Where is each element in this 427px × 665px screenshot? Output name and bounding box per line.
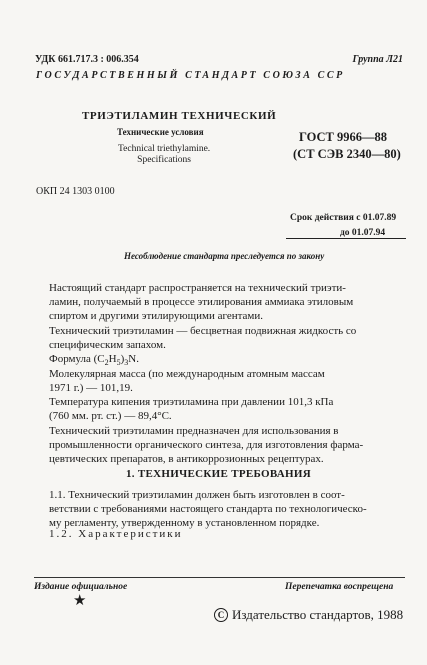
paragraph-scope xyxy=(34,281,405,323)
validity-underline xyxy=(286,238,406,239)
text-line: цевтических препаратов, в антикоррозионных рецептурах. xyxy=(49,453,324,465)
text-line: специфическим запахом. xyxy=(49,339,166,351)
chemical-formula: Формула $(C_2H_5)_3N$. xyxy=(49,353,139,368)
validity-to: до 01.07.94 xyxy=(340,228,386,238)
text-line: ламин, получаемый в процессе этилирования аммиака этиловым xyxy=(49,296,354,308)
text-line: Настоящий стандарт распространяется на технический триэти- xyxy=(49,282,346,294)
footer-divider xyxy=(34,577,405,578)
text-line: (760 мм. рт. ст.) — 89,4°С. xyxy=(49,410,172,422)
text-line: Технический триэтиламин предназначен для использования в xyxy=(49,425,339,437)
english-title: Technical triethylamine. Specifications xyxy=(118,144,211,165)
document-subtitle: Технические условия xyxy=(117,127,204,137)
group-code: Группа Л21 xyxy=(352,54,403,65)
paragraph-1-1 xyxy=(34,488,405,530)
standard-banner: ГОСУДАРСТВЕННЫЙ СТАНДАРТ СОЮЗА ССР xyxy=(36,70,345,81)
text-line: спиртом и другими этилирующими агентами. xyxy=(49,310,264,322)
violation-notice: Несоблюдение стандарта преследуется по закону xyxy=(124,251,325,261)
text-line: 1.1. Технический триэтиламин должен быть изготовлен в соот- xyxy=(49,489,345,501)
validity-from: Срок действия с 01.07.89 xyxy=(290,213,397,223)
text-line: му регламенту, утвержденному в установленном порядке. xyxy=(49,517,320,529)
reprint-prohibited-label: Перепечатка воспрещена xyxy=(285,582,394,592)
st-sev-number: (СТ СЭВ 2340—80) xyxy=(293,147,401,161)
text-line: Температура кипения триэтиламина при давлении 101,3 кПа xyxy=(49,396,334,408)
official-edition-label: Издание официальное xyxy=(34,582,128,592)
paragraph-description xyxy=(34,324,405,352)
paragraph-boiling-point xyxy=(34,395,405,423)
star-icon: ★ xyxy=(73,593,87,609)
text-line: Технический триэтиламин — бесцветная подвижная жидкость со xyxy=(49,325,357,337)
paragraph-usage xyxy=(34,424,405,466)
text-line: Молекулярная масса (по международным атомным массам xyxy=(49,368,325,380)
text-line: 1971 г.) — 101,19. xyxy=(49,382,133,394)
publisher-copyright xyxy=(214,607,403,623)
okp-code: ОКП 24 1303 0100 xyxy=(36,186,115,197)
udk-code: УДК 661.717.3 : 006.354 xyxy=(35,54,139,65)
paragraph-1-2 xyxy=(34,527,405,541)
section-heading: 1. ТЕХНИЧЕСКИЕ ТРЕБОВАНИЯ xyxy=(126,468,311,480)
gost-number: ГОСТ 9966—88 xyxy=(299,130,388,144)
text-line: промышленности органического синтеза, для изготовления фарма- xyxy=(49,439,364,451)
text-line: ветствии с требованиями настоящего стандарта по технологическо- xyxy=(49,503,367,515)
publisher-name: Издательство стандартов, 1988 xyxy=(232,607,404,622)
copyright-icon: С xyxy=(214,608,228,622)
document-title: ТРИЭТИЛАМИН ТЕХНИЧЕСКИЙ xyxy=(82,110,277,122)
paragraph-molecular-mass xyxy=(34,367,405,395)
text-line: 1.2. Характеристики xyxy=(49,528,183,540)
